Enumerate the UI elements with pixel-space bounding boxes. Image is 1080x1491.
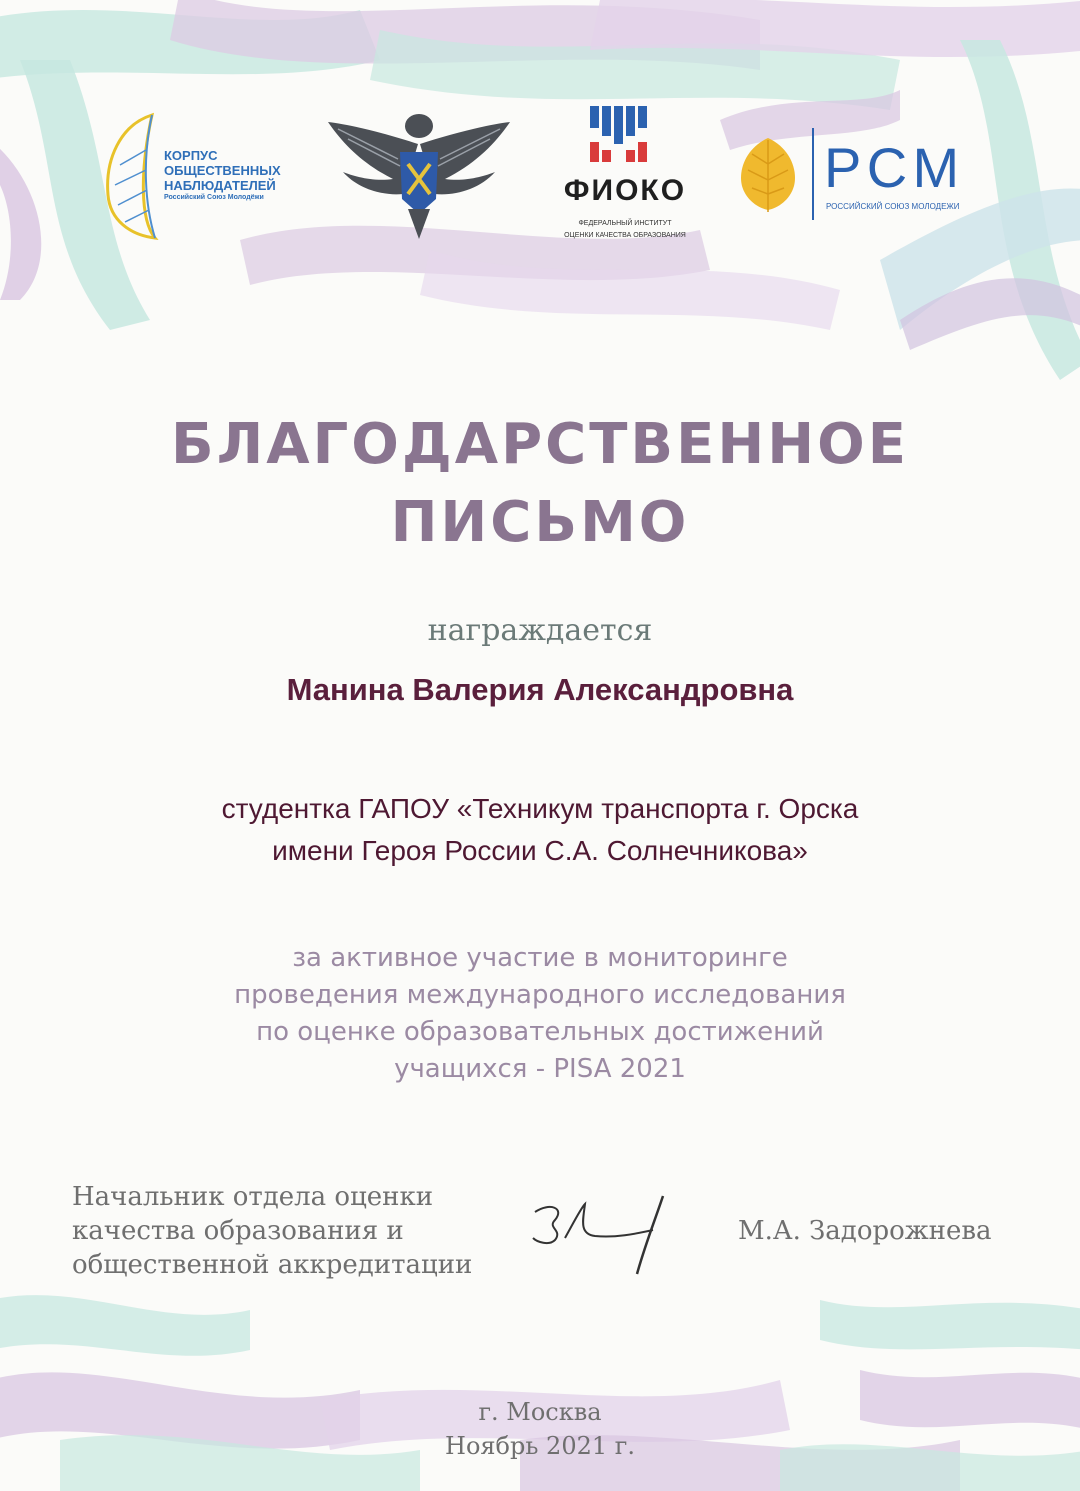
title-line1: БЛАГОДАРСТВЕННОЕ [171,412,909,477]
signatory-position-line2: качества образования и [72,1216,404,1246]
rsm-divider [812,128,814,220]
reason-line1: за активное участие в мониторинге [292,943,788,973]
reason-line3: по оценке образовательных достижений [256,1017,824,1047]
signatory-position [72,1180,532,1282]
signatory-name: М.А. Задорожнева [738,1216,992,1246]
institution [0,788,1080,872]
rsm-logo [736,128,976,218]
aspen-leaf-icon [736,134,800,214]
title-line2: ПИСЬМО [390,490,690,555]
awarded-label: награждается [427,613,653,648]
institution-line1: студентка ГАПОУ «Техникум транспорта г. Орска [221,793,859,824]
institution-line2: имени Героя России С.А. Солнечникова» [272,835,808,866]
korpus-logo [100,110,280,245]
building-columns-icon [590,106,660,166]
reason-line2: проведения международного исследования [234,980,846,1010]
emblem-logo [328,104,510,244]
rsm-name: РСМ [824,136,966,199]
korpus-line1: КОРПУС [164,148,218,163]
birch-leaf-icon [100,110,170,240]
reason-line4: учащихся - PISA 2021 [394,1054,686,1084]
fioko-name: ФИОКО [563,174,687,207]
footer-city: г. Москва [478,1398,602,1426]
korpus-line2: ОБЩЕСТВЕННЫХ [164,163,281,178]
recipient-name: Манина Валерия Александровна [286,672,794,707]
fioko-caption-line1: ФЕДЕРАЛЬНЫЙ ИНСТИТУТ [578,220,672,227]
korpus-line4: Российский Союз Молодёжи [164,194,264,201]
rsm-caption: РОССИЙСКИЙ СОЮЗ МОЛОДЕЖИ [826,202,960,211]
signatory-position-line1: Начальник отдела оценки [72,1182,434,1212]
footer-date: Ноябрь 2021 г. [445,1432,635,1460]
double-headed-eagle-icon [328,104,510,244]
handwritten-signature [525,1190,675,1280]
signatory-position-line3: общественной аккредитации [72,1250,473,1280]
reason [0,940,1080,1088]
fioko-logo [550,106,700,246]
fioko-caption-line2: ОЦЕНКИ КАЧЕСТВА ОБРАЗОВАНИЯ [564,232,686,239]
korpus-line3: НАБЛЮДАТЕЛЕЙ [164,178,276,193]
